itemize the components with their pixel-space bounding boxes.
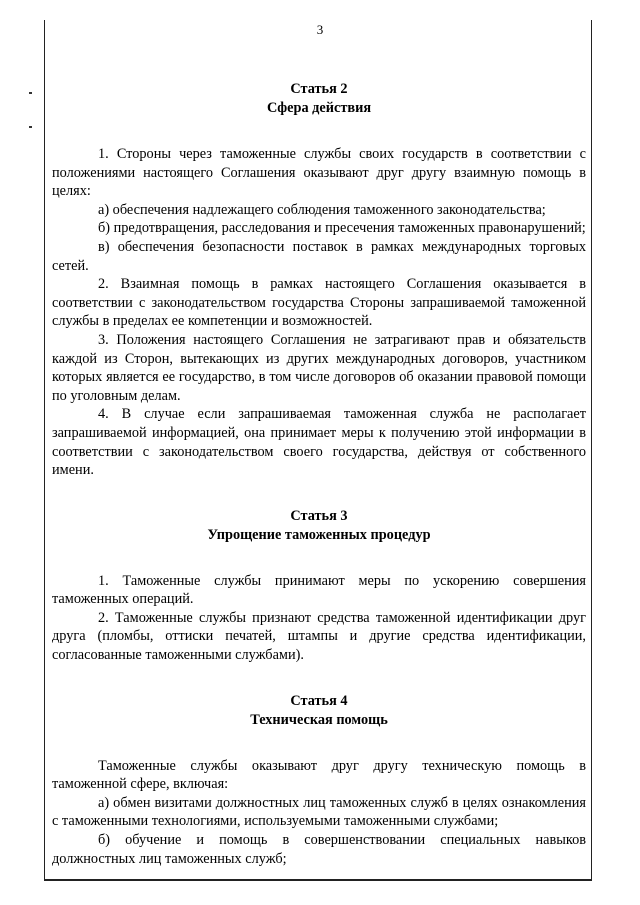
paragraph: 2. Взаимная помощь в рамках настоящего Соглашения оказывается в соответствии с законодательством государства Стороны запрашиваемой таможенной службы в пределах ее компетенции и возможностей. — [52, 276, 586, 330]
paragraph: 1. Таможенные службы принимают меры по ускорению совершения таможенных операций. — [52, 572, 586, 608]
article-3 — [52, 507, 586, 665]
paragraph: 4. В случае если запрашиваемая таможенная служба не располагает запрашиваемой информацией, она принимает меры к получению этой информации в соответствии с законодательством своего государства, действуя от собственного имени. — [52, 406, 586, 479]
paragraph: 3. Положения настоящего Соглашения не затрагивают прав и обязательств каждой из Сторон, вытекающих из других международных договоров, участником которых является ее государство, в том числе договоров об оказании правовой помощи по уголовным делам. — [52, 331, 586, 404]
paragraph: а) обеспечения надлежащего соблюдения таможенного законодательства; — [98, 201, 546, 218]
article-2 — [52, 80, 586, 480]
paragraph: 1. Стороны через таможенные службы своих государств в соответствии с положениями настоящего Соглашения оказывают друг другу взаимную помощь в целях: — [52, 146, 586, 200]
article-number: Статья 4 — [290, 692, 348, 709]
paragraph: Таможенные службы оказывают друг другу техническую помощь в таможенной сфере, включая: — [52, 757, 586, 793]
margin-mark — [29, 92, 32, 94]
article-title: Техническая помощь — [250, 711, 388, 728]
paragraph: б) предотвращения, расследования и пресечения таможенных правонарушений; — [98, 220, 586, 237]
paragraph: б) обучение и помощь в совершенствовании специальных навыков должностных лиц таможенных служб; — [52, 832, 586, 867]
article-number: Статья 2 — [290, 81, 348, 97]
paragraph: в) обеспечения безопасности поставок в рамках международных торговых сетей. — [52, 238, 586, 274]
paragraph: 2. Таможенные службы признают средства таможенной идентификации друг друга (пломбы, оттиски печатей, штампы и другие средства идентификации, согласованные таможенными службами). — [52, 609, 586, 664]
article-number: Статья 3 — [290, 507, 348, 524]
article-4 — [52, 692, 586, 869]
article-title: Упрощение таможенных процедур — [207, 526, 431, 543]
margin-mark — [29, 126, 32, 128]
article-title: Сфера действия — [266, 100, 372, 116]
paragraph: а) обмен визитами должностных лиц таможенных служб в целях ознакомления с таможенными технологиями, используемыми таможенными службами; — [52, 794, 586, 830]
page-number: 3 — [316, 22, 324, 37]
document-body — [52, 80, 586, 868]
